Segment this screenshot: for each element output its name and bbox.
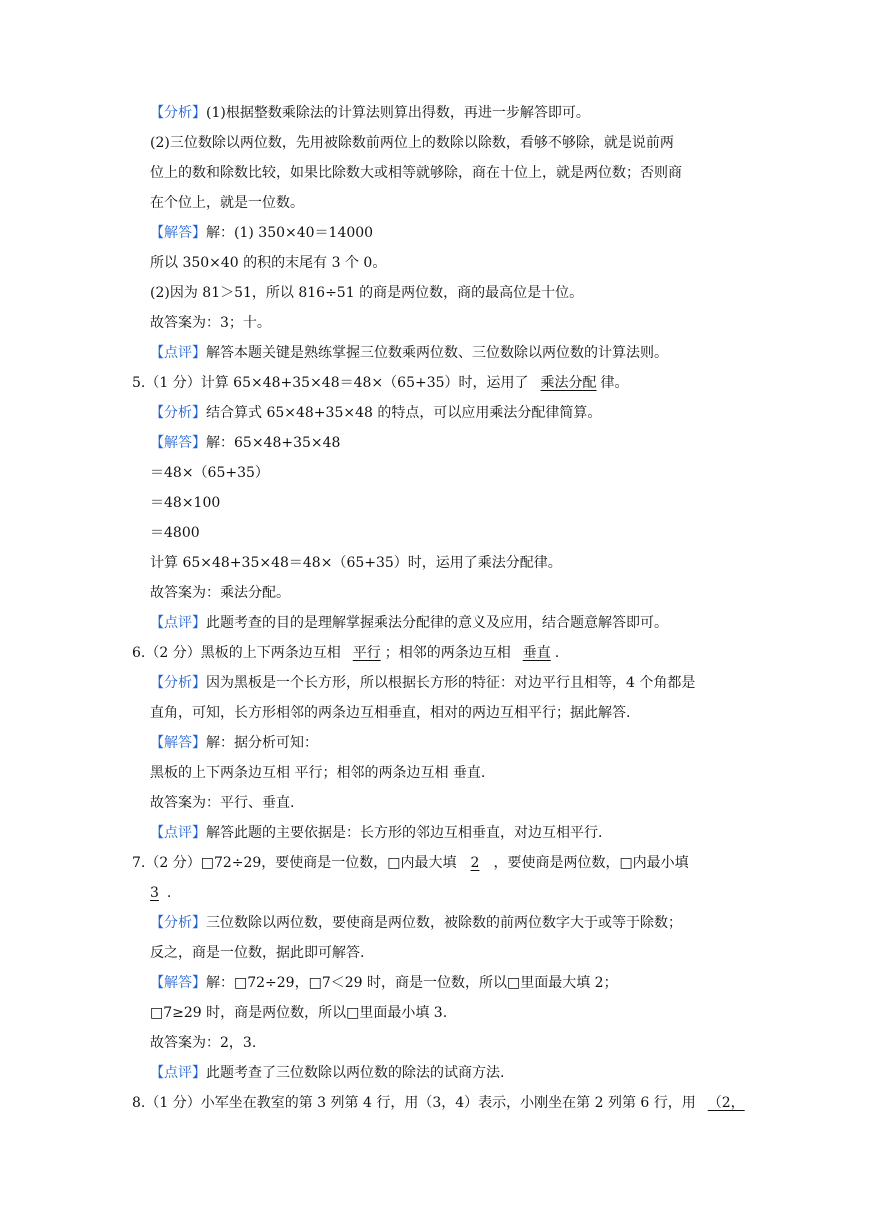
block4-comment [150,343,668,363]
q6-stem [132,643,559,663]
q5-stem-before: 5.（1 分）计算 65×48+35×48＝48×（65+35）时，运用了 [132,375,529,391]
analysis-text: 三位数除以两位数，要使商是两位数，被除数的前两位数字大于或等于除数； [206,915,682,931]
comment-tag: 【点评】 [150,1065,206,1081]
block4-analysis2-line2: 位上的数和除数比较，如果比除数大或相等就够除，商在十位上，就是两位数；否则商 [150,165,682,181]
block4-answer [150,223,373,243]
q7-answer [150,973,618,993]
q6-stem-before: 6.（2 分）黑板的上下两条边互相 [132,645,341,661]
q7-answer-blank-2: 3 [150,885,159,901]
q7-stem-before: 7.（2 分）□72÷29，要使商是一位数，□内最大填 [132,855,457,871]
q6-stem-after: . [554,645,560,661]
q7-final: 故答案为：2，3. [150,1035,257,1051]
q7-comment [150,1063,504,1083]
comment-text: 此题考查了三位数除以两位数的除法的试商方法. [206,1065,505,1081]
answer-text: 解：65×48+35×48 [206,435,341,451]
q7-stem-line2 [150,883,171,903]
answer-text: 解：(1) 350×40＝14000 [206,225,374,241]
q5-final: 故答案为：乘法分配。 [150,585,290,601]
block4-analysis [150,103,590,123]
q6-comment [150,823,602,843]
q7-stem-end: . [166,885,172,901]
comment-text: 解答本题关键是熟练掌握三位数乘两位数、三位数除以两位数的计算法则。 [206,345,668,361]
q8-stem [132,1093,749,1113]
comment-text: 解答此题的主要依据是：长方形的邻边互相垂直，对边互相平行. [206,825,603,841]
analysis-text: 结合算式 65×48+35×48 的特点，可以应用乘法分配律简算。 [206,405,602,421]
q5-stem-after: 律。 [600,375,629,391]
analysis-tag: 【分析】 [150,405,206,421]
q5-analysis [150,403,601,423]
comment-tag: 【点评】 [150,615,206,631]
q7-analysis-line2: 反之，商是一位数，据此即可解答. [150,945,365,961]
q7-analysis [150,913,682,933]
block4-answer-line3: (2)因为 81＞51，所以 816÷51 的商是两位数，商的最高位是十位。 [150,285,584,301]
q5-answer-blank: 乘法分配 [540,375,597,391]
q6-answer-line2: 黑板的上下两条边互相 平行；相邻的两条边互相 垂直. [150,765,486,781]
answer-text: 解：□72÷29，□7＜29 时，商是一位数，所以□里面最大填 2； [206,975,618,991]
q5-comment [150,613,668,633]
answer-tag: 【解答】 [150,975,206,991]
answer-text: 解：据分析可知： [206,735,318,751]
q7-answer-line2: □7≥29 时，商是两位数，所以□里面最小填 3. [150,1005,448,1021]
block4-analysis2-line1: (2)三位数除以两位数，先用被除数前两位上的数除以除数，看够不够除，就是说前两 [150,135,674,151]
block4-answer-line2: 所以 350×40 的积的末尾有 3 个 0。 [150,255,387,271]
q8-answer-blank: （2， [707,1095,745,1111]
q6-answer [150,733,318,753]
q5-answer [150,433,340,453]
analysis-tag: 【分析】 [150,915,206,931]
analysis-tag: 【分析】 [150,105,206,121]
q6-answer-blank-2: 垂直 [522,645,551,661]
q7-stem-after: ，要使商是两位数，□内最小填 [493,855,689,871]
answer-tag: 【解答】 [150,435,206,451]
q5-step1: ＝48×（65+35） [150,465,269,481]
q5-conclusion: 计算 65×48+35×48＝48×（65+35）时，运用了乘法分配律。 [150,555,562,571]
comment-text: 此题考查的目的是理解掌握乘法分配律的意义及应用，结合题意解答即可。 [206,615,668,631]
comment-tag: 【点评】 [150,825,206,841]
block4-analysis2-line3: 在个位上，就是一位数。 [150,195,304,211]
block4-answer-line4: 故答案为：3；十。 [150,315,271,331]
q7-answer-blank-1: 2 [470,855,480,871]
analysis-text: (1)根据整数乘除法的计算法则算出得数，再进一步解答即可。 [206,105,590,121]
q5-step2: ＝48×100 [150,495,221,511]
q6-answer-blank-1: 平行 [352,645,381,661]
q6-final: 故答案为：平行、垂直. [150,795,295,811]
q5-step3: ＝4800 [150,525,200,541]
analysis-tag: 【分析】 [150,675,206,691]
answer-tag: 【解答】 [150,735,206,751]
q6-analysis [150,673,695,693]
q6-analysis-line2: 直角，可知，长方形相邻的两条边互相垂直，相对的两边互相平行；据此解答. [150,705,631,721]
answer-tag: 【解答】 [150,225,206,241]
q6-stem-middle: ；相邻的两条边互相 [384,645,511,661]
q7-stem [132,853,689,873]
q5-stem [132,373,629,393]
analysis-text: 因为黑板是一个长方形，所以根据长方形的特征：对边平行且相等，4 个角都是 [206,675,696,691]
q8-stem-before: 8.（1 分）小军坐在教室的第 3 列第 4 行，用（3，4）表示，小刚坐在第 2 列第 6 行，用 [132,1095,696,1111]
comment-tag: 【点评】 [150,345,206,361]
